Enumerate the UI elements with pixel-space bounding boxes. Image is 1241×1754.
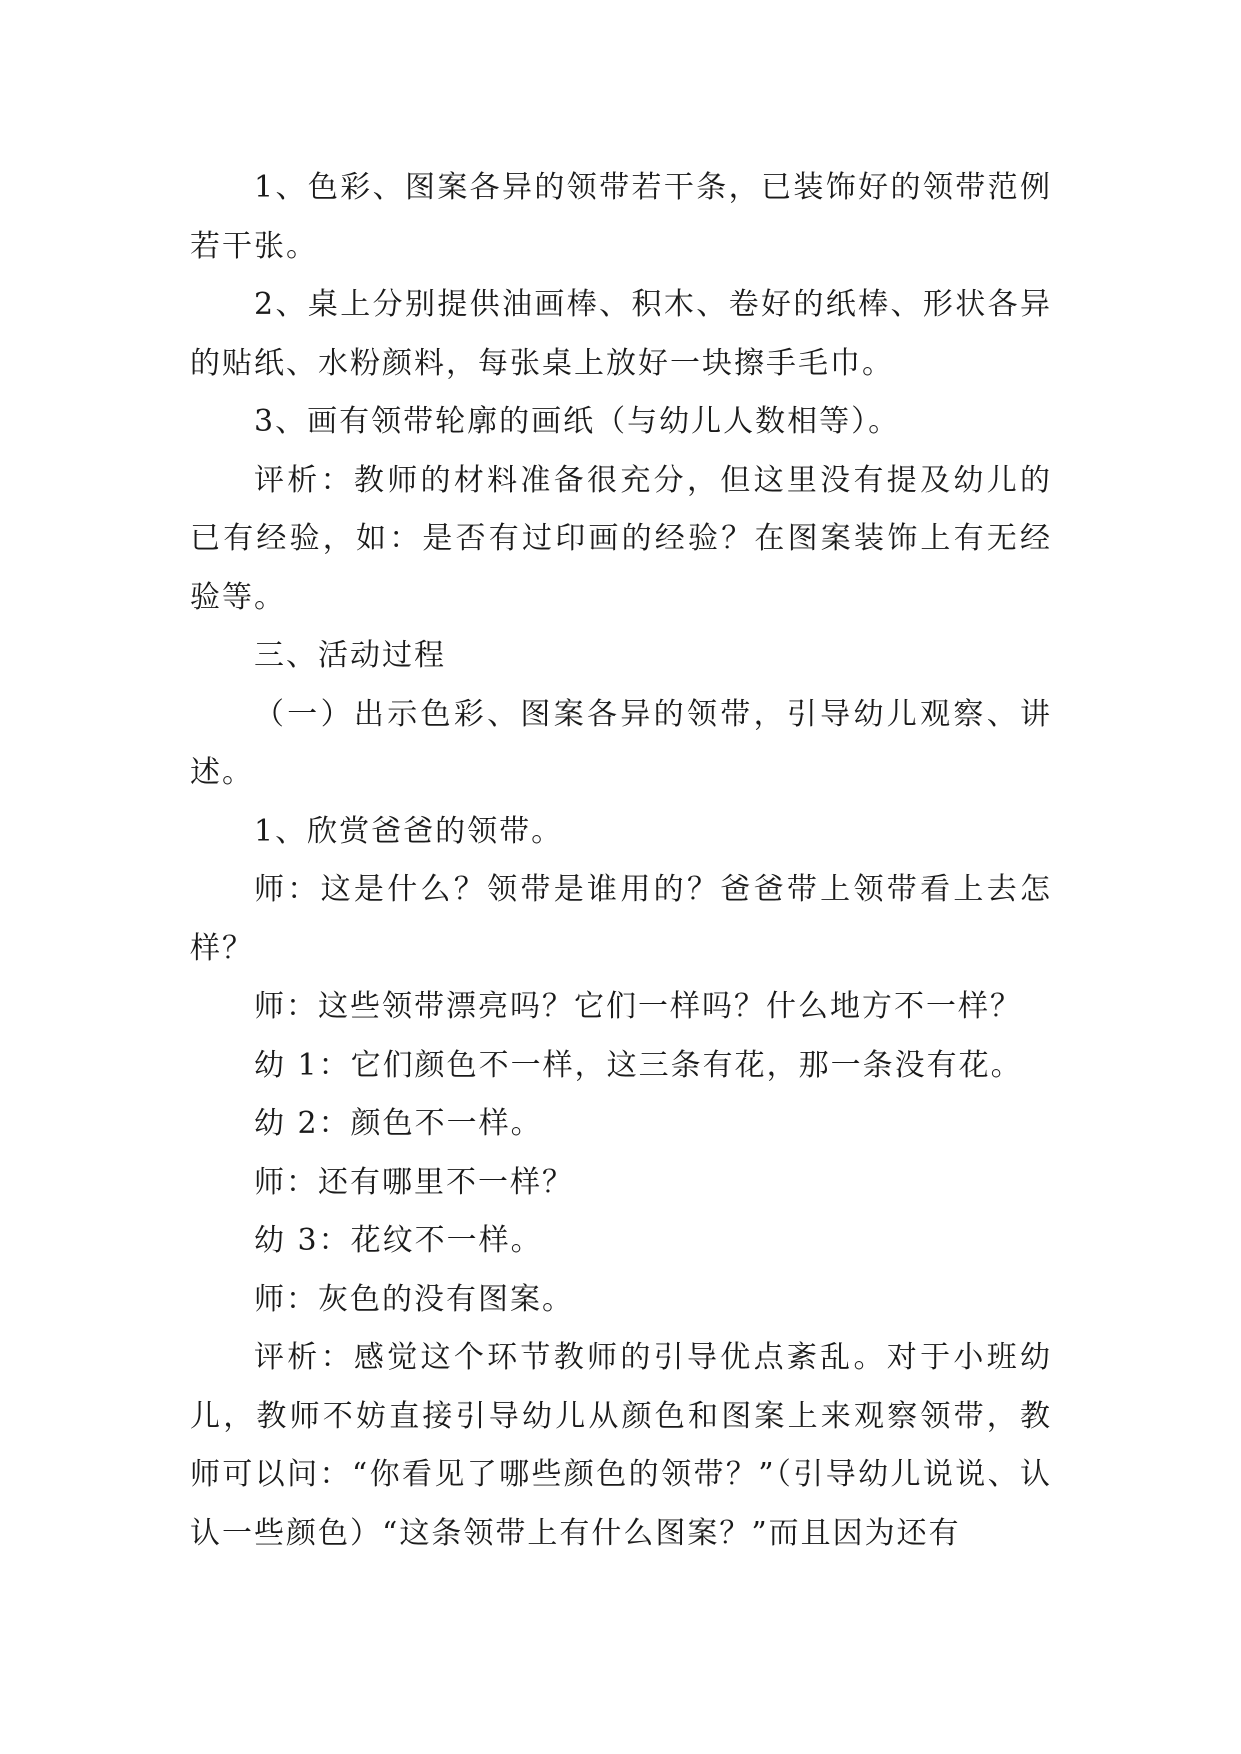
dialogue-teacher-2: 师：这些领带漂亮吗？它们一样吗？什么地方不一样？ bbox=[254, 989, 1022, 1024]
paragraph-appreciate-ties: 1、欣赏爸爸的领带。 bbox=[254, 813, 564, 849]
dialogue-teacher-4: 师：灰色的没有图案。 bbox=[254, 1281, 574, 1317]
paragraph-analysis-2: 评析：感觉这个环节教师的引导优点紊乱。对于小班幼儿，教师不妨直接引导幼儿从颜色和图案上来观察领带，教师可以问：“你看见了哪些颜色的领带？”（引导幼儿说说、认认一些颜色）“这条领带上有什么图案？”而且因为还有 bbox=[190, 1340, 1052, 1551]
paragraph-materials-1: 1、色彩、图案各异的领带若干条，已装饰好的领带范例若干张。 bbox=[190, 170, 1052, 264]
dialogue-child-1: 幼 1：它们颜色不一样，这三条有花，那一条没有花。 bbox=[254, 1047, 1023, 1083]
dialogue-teacher-1: 师：这是什么？领带是谁用的？爸爸带上领带看上去怎样？ bbox=[190, 872, 1052, 966]
paragraph-analysis-1: 评析：教师的材料准备很充分，但这里没有提及幼儿的已有经验，如：是否有过印画的经验？在图案装饰上有无经验等。 bbox=[190, 462, 1052, 615]
paragraph-step-1-intro: （一）出示色彩、图案各异的领带，引导幼儿观察、讲述。 bbox=[190, 696, 1052, 790]
dialogue-child-3: 幼 3：花纹不一样。 bbox=[254, 1223, 543, 1258]
paragraph-materials-3: 3、画有领带轮廓的画纸（与幼儿人数相等）。 bbox=[254, 404, 901, 439]
section-heading-activity-process: 三、活动过程 bbox=[254, 638, 446, 673]
paragraph-materials-2: 2、桌上分别提供油画棒、积木、卷好的纸棒、形状各异的贴纸、水粉颜料，每张桌上放好一块擦手毛巾。 bbox=[190, 287, 1052, 381]
document-body bbox=[190, 159, 1052, 1563]
dialogue-teacher-3: 师：还有哪里不一样？ bbox=[254, 1164, 574, 1200]
dialogue-child-2: 幼 2：颜色不一样。 bbox=[254, 1106, 543, 1141]
